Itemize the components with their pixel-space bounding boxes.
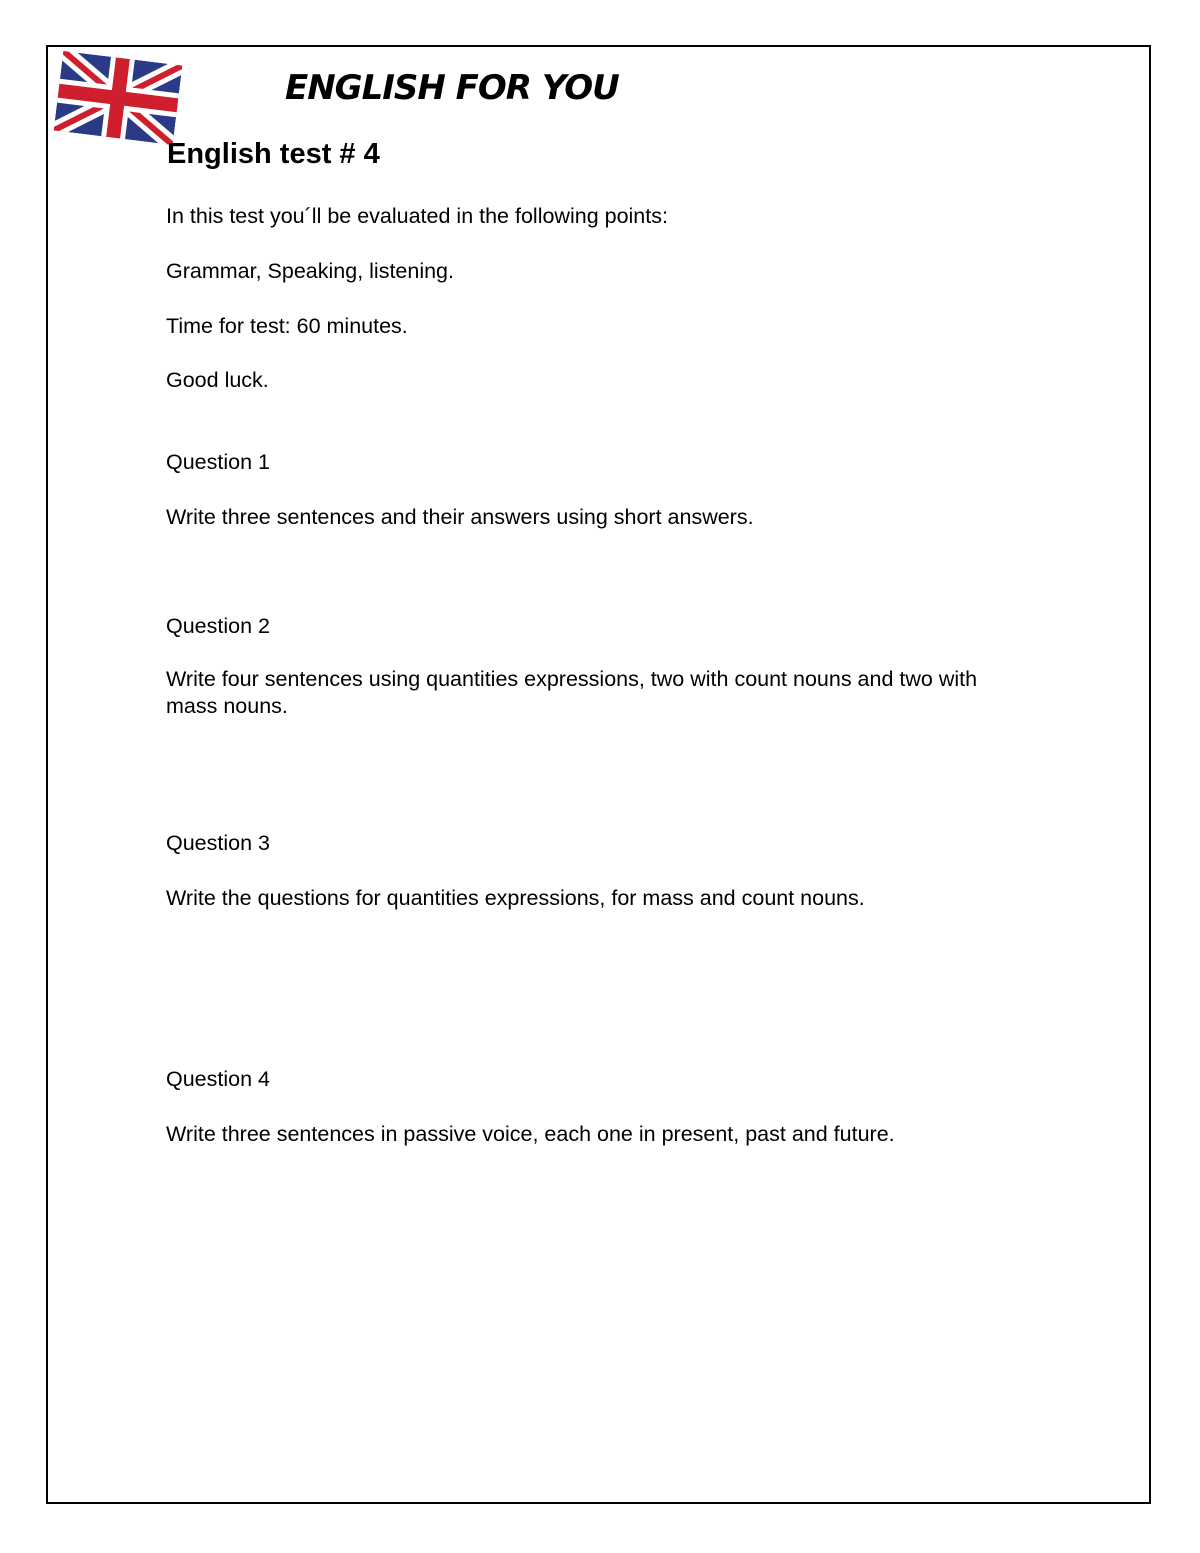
question-1-label: Question 1 xyxy=(166,450,270,474)
page-title: English test # 4 xyxy=(167,138,380,170)
time-for-test: Time for test: 60 minutes. xyxy=(166,314,408,338)
good-luck-text: Good luck. xyxy=(166,368,269,392)
question-2-label: Question 2 xyxy=(166,614,270,638)
question-3-text: Write the questions for quantities expressions, for mass and count nouns. xyxy=(166,886,865,910)
evaluation-points: Grammar, Speaking, listening. xyxy=(166,259,454,283)
union-jack-flag-icon xyxy=(53,45,183,151)
question-1-text: Write three sentences and their answers using short answers. xyxy=(166,505,754,529)
question-2-text: Write four sentences using quantities expressions, two with count nouns and two with mass nouns. xyxy=(166,667,978,718)
question-4-label: Question 4 xyxy=(166,1067,270,1091)
banner-title: ENGLISH FOR YOU xyxy=(285,68,619,108)
question-4-text: Write three sentences in passive voice, each one in present, past and future. xyxy=(166,1122,895,1146)
question-3-label: Question 3 xyxy=(166,831,270,855)
intro-line: In this test you´ll be evaluated in the following points: xyxy=(166,204,668,228)
